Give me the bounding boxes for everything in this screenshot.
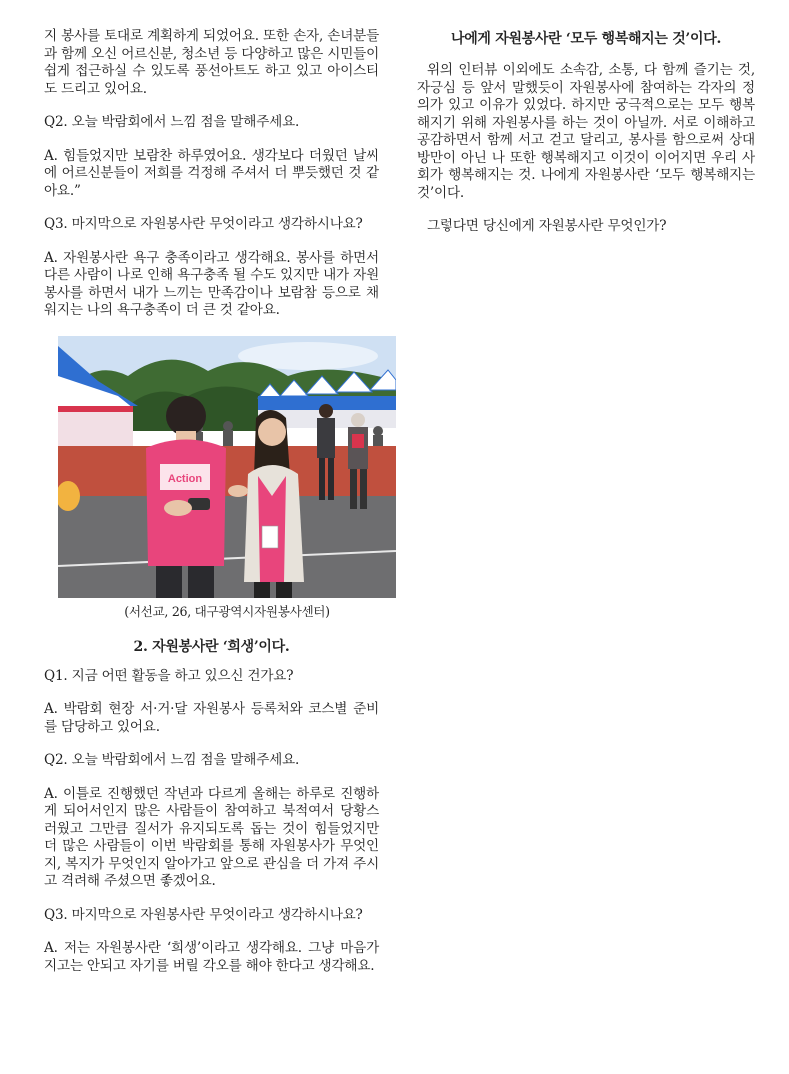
question-3b: Q3. 마지막으로 자원봉사란 무엇이라고 생각하시나요? <box>44 906 363 923</box>
shirt-print-text: Action <box>167 472 203 485</box>
answer-3a: A. 자원봉사란 욕구 충족이라고 생각해요. 봉사를 하면서 다른 사람이 나로 인해 욕구충족 될 수도 있지만 내가 자원봉사를 하면서 내가 느끼는 만족감이나 보람참 등으로 채워지는 나의 욕구충족이 더 큰 것 같아요. <box>44 249 379 318</box>
question-2a: Q2. 오늘 박람회에서 느낌 점을 말해주세요. <box>44 114 300 130</box>
answer-3b: A. 저는 자원봉사란 ‘희생’이라고 생각해요. 그냥 마음가지고는 안되고 자기를 버릴 각오를 해야 한다고 생각해요. <box>44 940 379 974</box>
left-column <box>44 28 379 991</box>
right-column <box>417 28 755 252</box>
volunteer-photo <box>58 336 396 598</box>
photo-caption: (서선교, 26, 대구광역시자원봉사센터) <box>124 603 330 619</box>
question-1b: Q1. 지금 어떤 활동을 하고 있으신 건가요? <box>44 667 294 684</box>
section-2-title: 2. 자원봉사란 ‘희생’이다. <box>133 638 290 655</box>
intro-paragraph: 지 봉사를 토대로 계획하게 되었어요. 또한 손자, 손녀분들과 함께 오신 어르신분, 청소년 등 다양하고 많은 시민들이 쉽게 접근하실 수 있도록 풍선아트도 하고 있고 아이스티도 드리고 있어요. <box>44 28 379 97</box>
conclusion-title: 나에게 자원봉사란 ‘모두 행복해지는 것’이다. <box>450 31 722 47</box>
closing-question: 그렇다면 당신에게 자원봉사란 무엇인가? <box>427 218 667 234</box>
answer-1b: A. 박람회 현장 서·거·달 자원봉사 등록처와 코스별 준비를 담당하고 있어요. <box>44 701 379 735</box>
question-2b: Q2. 오늘 박람회에서 느낌 점을 말해주세요. <box>44 752 300 768</box>
answer-2b: A. 이틀로 진행했던 작년과 다르게 올해는 하루로 진행하게 되어서인지 많은 사람들이 참여하고 북적여서 당황스러웠고 그만큼 질서가 유지되도록 돕는 것이 힘들었지만 더 많은 사람들이 이번 박람회를 통해 자원봉사가 무엇인지, 복지가 무엇인지 알아가고 앞으로 관심을 더 가져 주시고 격려해 주셨으면 좋겠어요. <box>44 785 379 889</box>
question-3a: Q3. 마지막으로 자원봉사란 무엇이라고 생각하시나요? <box>44 216 363 232</box>
answer-2a: A. 힘들었지만 보람찬 하루였어요. 생각보다 더웠던 날씨에 어르신분들이 저희를 걱정해 주셔서 더 뿌듯했던 것 같아요.” <box>44 147 379 199</box>
conclusion-paragraph: 위의 인터뷰 이외에도 소속감, 소통, 다 함께 즐기는 것, 자긍심 등 앞서 말했듯이 자원봉사에 참여하는 각자의 정의가 있고 이유가 있었다. 하지만 궁극적으로는 모두 행복해지기 위해 자원봉사를 하는 것이 아닐까. 서로 이해하고 공감하면서 함께 서고 걷고 달리고, 봉사를 함으로써 상대방만이 아닌 나 또한 행복해지고 이것이 이어지면 우리 사회가 행복해지는 것. 나에게 자원봉사란 ‘모두 행복해지는 것’이다. <box>417 62 755 201</box>
